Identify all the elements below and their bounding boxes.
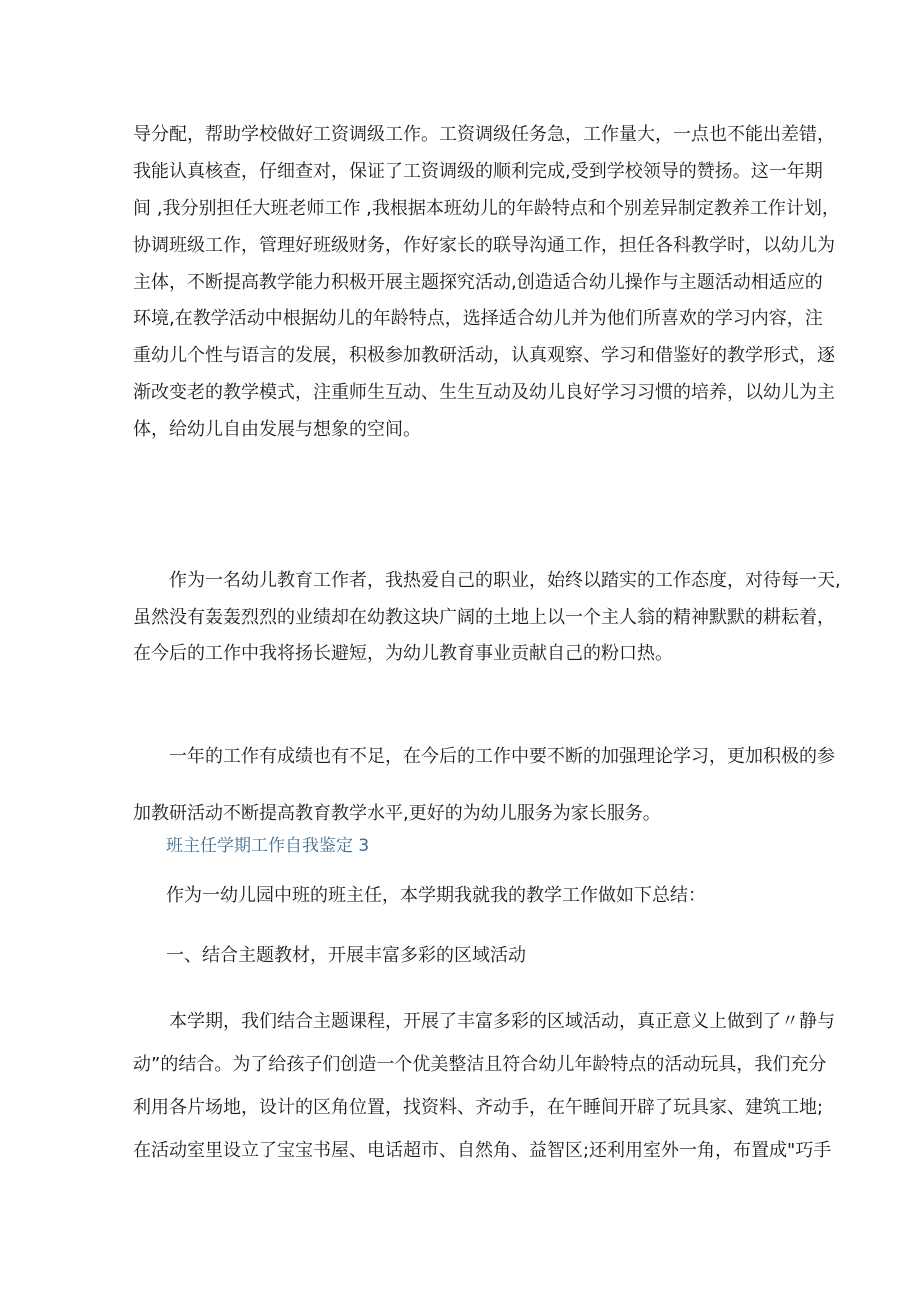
paragraph-line: 环境,在教学活动中根据幼儿的年龄特点，选择适合幼儿并为他们所喜欢的学习内容，注 [133,308,823,330]
paragraph-line: 本学期，我们结合主题课程，开展了丰富多彩的区域活动，真正意义上做到了〃静与 [169,1011,835,1032]
paragraph-line: 作为一名幼儿教育工作者，我热爱自己的职业，始终以踏实的工作态度，对待每一天, [169,570,841,591]
paragraph-summary [133,728,835,842]
paragraph-line: 重幼儿个性与语言的发展，积极参加教研活动，认真观察、学习和借鉴好的教学形式，逐 [133,345,835,367]
paragraph-attitude [133,563,841,673]
paragraph-line: 导分配，帮助学校做好工资调级工作。工资调级任务急，工作量大，一点也不能出差错， [133,124,835,145]
paragraph-line: 虽然没有轰轰烈烈的业绩却在幼教这块广阔的土地上以一个主人翁的精神默默的耕耘着， [133,606,835,628]
paragraph-line: 在今后的工作中我将扬长避短，为幼儿教育事业贡献自己的粉口热。 [133,643,673,664]
section-title: 一、结合主题教材，开展丰富多彩的区域活动 [166,945,526,966]
paragraph-line: 协调班级工作，管理好班级财务，作好家长的联导沟通工作，担任各科教学时，以幼儿为 [133,234,835,256]
paragraph-line: 体，给幼儿自由发展与想象的空间。 [133,419,421,441]
paragraph-line: 主体，不断提高教学能力积极开展主题探究活动,创造适合幼儿操作与主题活动相适应的 [133,271,823,293]
intro-sentence: 作为一幼儿园中班的班主任，本学期我就我的教学工作做如下总结： [166,885,706,906]
paragraph-line: 利用各片场地，设计的区角位置，找资料、齐动手，在午睡间开辟了玩具家、建筑工地; [133,1097,824,1118]
paragraph-work-review [133,117,840,449]
paragraph-line: 间 ,我分别担任大班老师工作 ,我根据本班幼儿的年龄特点和个别差异制定教养工作计划， [133,197,840,219]
paragraph-area-activities [133,1000,835,1172]
paragraph-line: 动”的结合。为了给孩子们创造一个优美整洁且符合幼儿年龄特点的活动玩具，我们充分 [133,1054,827,1075]
paragraph-line: 我能认真核查，仔细查对，保证了工资调级的顺利完成,受到学校领导的赞扬。这一年期 [133,160,823,182]
paragraph-line: 在活动室里设立了宝宝书屋、电话超市、自然角、益智区;还利用室外一角，布置成"巧手 [133,1140,832,1161]
paragraph-line: 渐改变老的教学模式，注重师生互动、生生互动及幼儿良好学习习惯的培养，以幼儿为主 [133,382,835,404]
section-heading: 班主任学期工作自我鉴定 3 [166,836,370,856]
paragraph-line: 一年的工作有成绩也有不足，在今后的工作中要不断的加强理论学习，更加积极的参 [169,746,835,767]
paragraph-line: 加教研活动不断提高教育教学水平,更好的为幼儿服务为家长服务。 [133,803,661,824]
